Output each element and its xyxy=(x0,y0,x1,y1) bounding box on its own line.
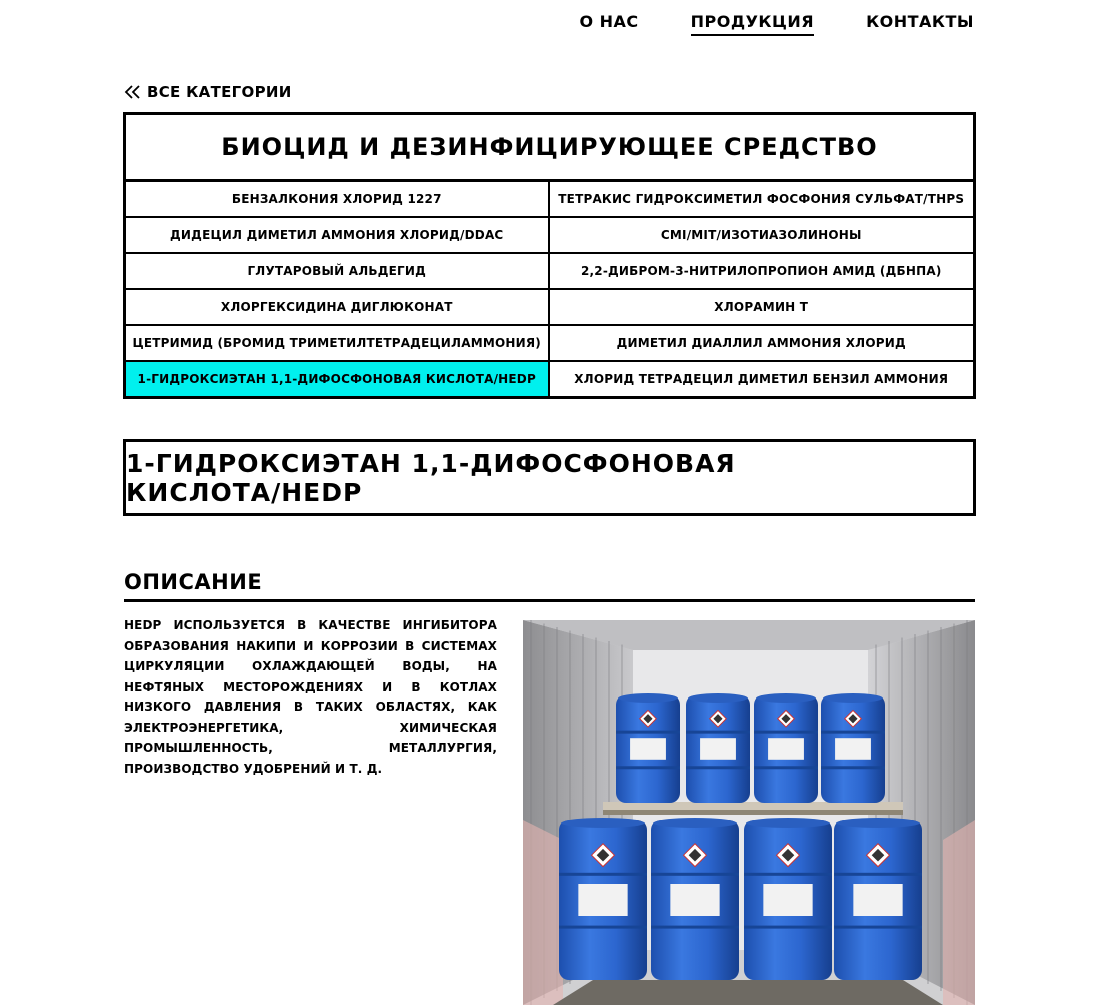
category-item[interactable]: CMI/MIT/ИЗОТИАЗОЛИНОНЫ xyxy=(550,218,974,254)
category-item[interactable]: 2,2-ДИБРОМ-3-НИТРИЛОПРОПИОН АМИД (ДБНПА) xyxy=(550,254,974,290)
description-heading: ОПИСАНИЕ xyxy=(124,570,975,602)
product-photo xyxy=(523,620,975,1005)
description-text: HEDP ИСПОЛЬЗУЕТСЯ В КАЧЕСТВЕ ИНГИБИТОРА ОБРАЗОВАНИЯ НАКИПИ И КОРРОЗИИ В СИСТЕМАХ ЦИРКУЛЯЦИИ ОХЛАЖДАЮЩЕЙ ВОДЫ, НА НЕФТЯНЫХ МЕСТОРОЖДЕНИЯХ И В КОТЛАХ НИЗКОГО ДАВЛЕНИЯ В ТАКИХ ОБЛАСТЯХ, КАК ЭЛЕКТРОЭНЕРГЕТИКА, ХИМИЧЕСКАЯ ПРОМЫШЛЕННОСТЬ, МЕТАЛЛУРГИЯ, ПРОИЗВОДСТВО УДОБРЕНИЙ И Т. Д. xyxy=(124,618,497,776)
drum xyxy=(686,693,750,803)
category-item[interactable]: ЦЕТРИМИД (БРОМИД ТРИМЕТИЛТЕТРАДЕЦИЛАММОНИЯ) xyxy=(126,326,550,362)
product-photo-image xyxy=(523,620,975,1005)
category-item[interactable]: БЕНЗАЛКОНИЯ ХЛОРИД 1227 xyxy=(126,182,550,218)
double-chevron-left-icon xyxy=(123,84,141,100)
drum xyxy=(616,693,680,803)
category-item[interactable]: ХЛОРИД ТЕТРАДЕЦИЛ ДИМЕТИЛ БЕНЗИЛ АММОНИЯ xyxy=(574,372,949,386)
category-item[interactable]: ДИДЕЦИЛ ДИМЕТИЛ АММОНИЯ ХЛОРИД/DDAC xyxy=(126,218,550,254)
category-title: БИОЦИД И ДЕЗИНФИЦИРУЮЩЕЕ СРЕДСТВО xyxy=(126,115,973,182)
category-grid xyxy=(126,182,973,396)
category-item[interactable]: 1-ГИДРОКСИЭТАН 1,1-ДИФОСФОНОВАЯ КИСЛОТА/HEDP xyxy=(126,362,550,396)
category-item[interactable]: ХЛОРАМИН Т xyxy=(550,290,974,326)
category-item[interactable]: ХЛОРГЕКСИДИНА ДИГЛЮКОНАТ xyxy=(126,290,550,326)
product-title: 1-ГИДРОКСИЭТАН 1,1-ДИФОСФОНОВАЯ КИСЛОТА/HEDP xyxy=(123,439,976,516)
nav-about[interactable]: О НАС xyxy=(579,12,639,31)
nav-products[interactable]: ПРОДУКЦИЯ xyxy=(691,12,814,36)
drum xyxy=(754,693,818,803)
category-table xyxy=(123,112,976,399)
category-item[interactable]: ТЕТРАКИС ГИДРОКСИМЕТИЛ ФОСФОНИЯ СУЛЬФАТ/THPS xyxy=(550,182,974,218)
drum xyxy=(651,818,739,980)
all-categories-link[interactable] xyxy=(123,83,292,101)
category-item[interactable]: ДИМЕТИЛ ДИАЛЛИЛ АММОНИЯ ХЛОРИД xyxy=(550,326,974,362)
nav-contacts[interactable]: КОНТАКТЫ xyxy=(866,12,974,31)
all-categories-label: ВСЕ КАТЕГОРИИ xyxy=(147,83,292,101)
category-item[interactable]: ГЛУТАРОВЫЙ АЛЬДЕГИД xyxy=(126,254,550,290)
drum xyxy=(821,693,885,803)
drum xyxy=(744,818,832,980)
top-nav xyxy=(579,12,974,36)
drum xyxy=(559,818,647,980)
drum xyxy=(834,818,922,980)
